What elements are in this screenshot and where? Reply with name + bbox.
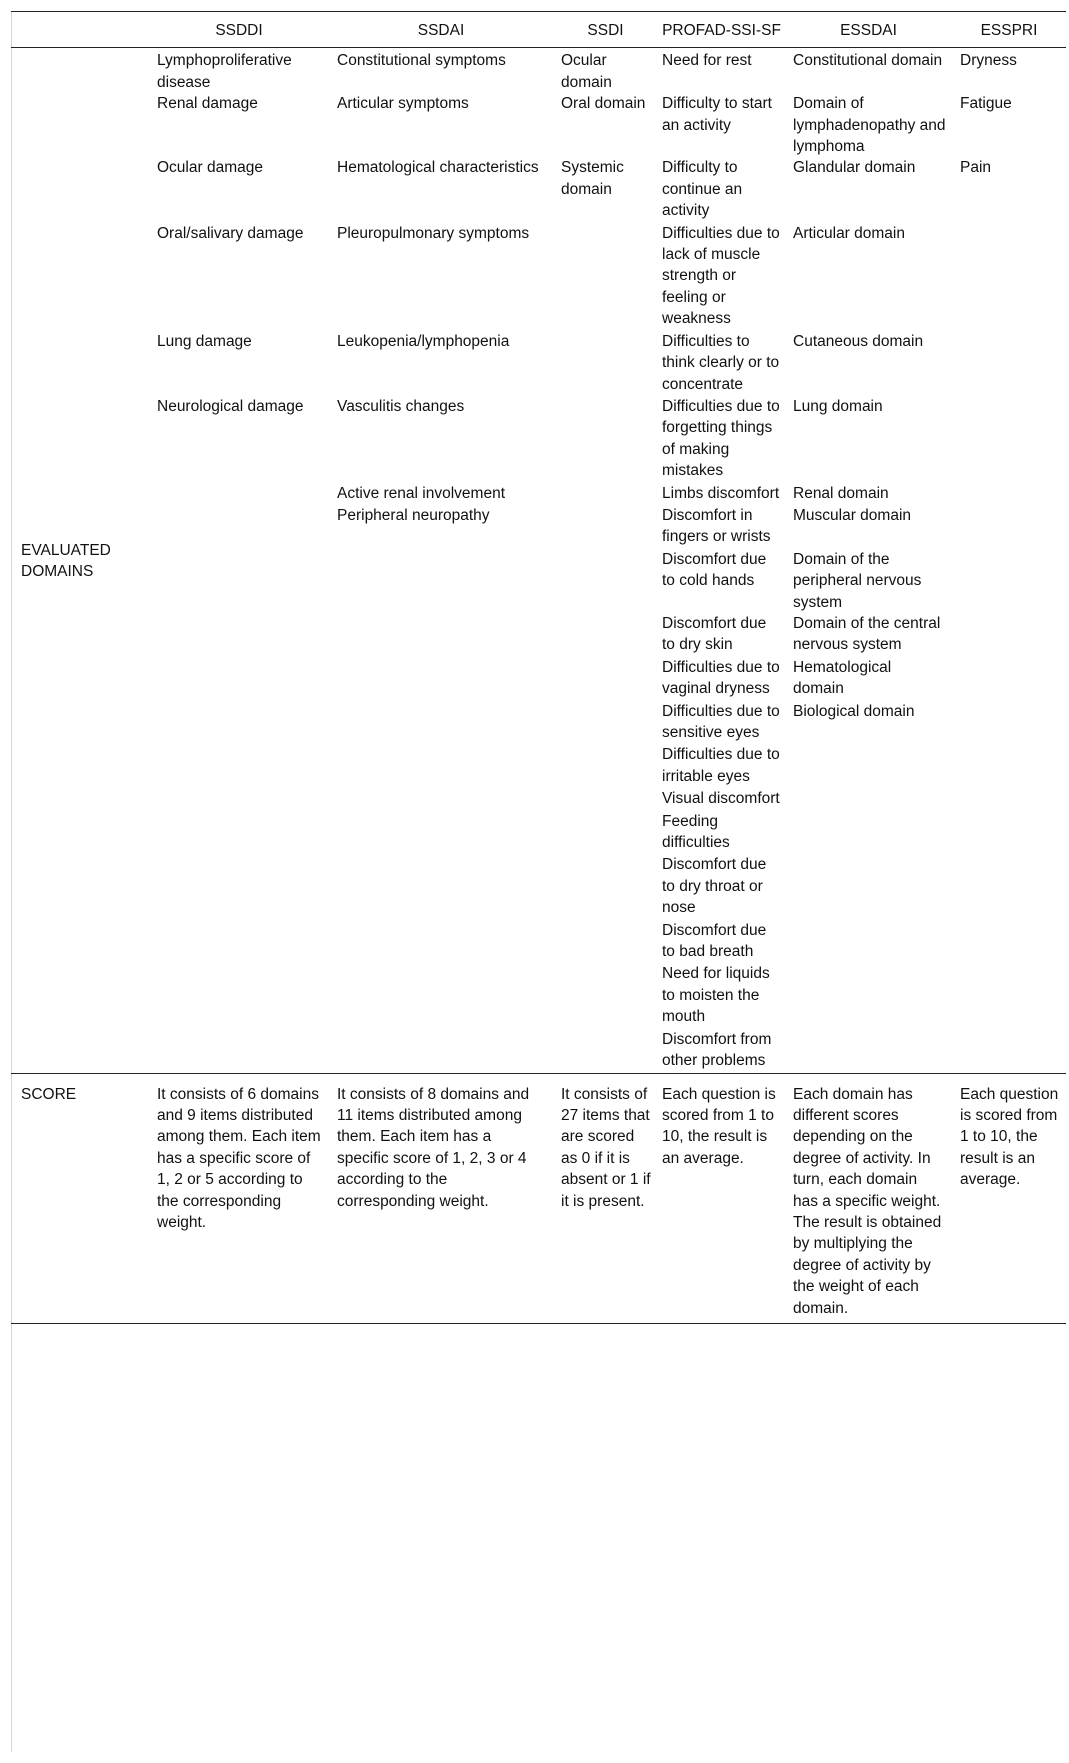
cell-essdai: Constitutional domain [793,52,943,70]
cell-ssddi: Neurological damage [157,397,304,415]
cell-essdai [785,920,952,964]
cell-essdai [785,963,952,1028]
cell-profad: Discomfort in fingers or wrists [662,506,771,546]
cell-ssdai: Active renal involvement [337,484,505,502]
cell-ssddi [149,788,329,810]
cell-ssdi [553,744,658,788]
table-row [11,701,1066,745]
table-row [11,657,1066,701]
cell-essdai: Lung domain [793,397,883,415]
cell-profad: Difficulties due to vaginal dryness [662,658,780,698]
score-row [11,1073,1066,1323]
cell-esspri: Pain [960,159,992,177]
cell-essdai: Domain of the peripheral nervous system [793,550,922,611]
cell-ssddi [149,657,329,701]
table-row [11,811,1066,855]
header-essdai: ESSDAI [840,22,897,39]
cell-profad: Discomfort from other problems [662,1030,772,1070]
domains-body [11,48,1066,1073]
cell-ssdai: Leukopenia/lymphopenia [337,332,510,350]
table-row [11,331,1066,396]
cell-profad: Feeding difficulties [662,812,730,852]
cell-esspri [952,331,1066,396]
cell-profad: Discomfort due to bad breath [662,921,767,961]
cell-esspri [952,396,1066,483]
cell-essdai: Hematological domain [793,658,892,698]
cell-ssdai: Vasculitis changes [337,397,465,415]
cell-profad: Difficulties due to forgetting things of making mistakes [662,397,780,480]
cell-ssddi [149,613,329,657]
cell-ssdai [329,613,553,657]
cell-ssdai [329,963,553,1028]
cell-ssdai [329,920,553,964]
cell-ssdai [329,549,553,613]
cell-profad: Discomfort due to dry throat or nose [662,856,767,917]
cell-ssdai [329,657,553,701]
cell-ssddi [149,505,329,549]
cell-ssdi [553,505,658,549]
score-ssdai: It consists of 8 domains and 11 items distributed among them. Each item has a specific score of 1, 2, 3 or 4 according to the corresponding weight. [337,1085,530,1210]
cell-profad: Difficulty to start an activity [662,95,772,134]
header-ssdi: SSDI [587,22,624,39]
cell-ssdai: Peripheral neuropathy [337,506,490,524]
table-row [11,93,1066,157]
cell-esspri [952,613,1066,657]
cell-esspri [952,657,1066,701]
cell-esspri: Dryness [960,52,1017,70]
cell-profad: Difficulties due to lack of muscle strength or feeling or weakness [662,224,780,328]
cell-ssdai [329,1029,553,1073]
cell-ssddi [149,963,329,1028]
cell-ssddi: Lymphoproliferative disease [157,52,292,91]
cell-ssdai [329,854,553,919]
cell-ssdai [329,811,553,855]
cell-esspri [952,963,1066,1028]
cell-essdai [785,854,952,919]
cell-ssdi: Ocular domain [561,52,612,91]
cell-esspri [952,223,1066,331]
cell-esspri [952,811,1066,855]
header-esspri: ESSPRI [980,22,1038,39]
score-label: SCORE [21,1085,77,1103]
cell-ssdai [329,701,553,745]
cell-ssdi [553,811,658,855]
cell-essdai [785,788,952,810]
table-row [11,549,1066,613]
evaluated-domains-label: EVALUATED DOMAINS [21,542,111,581]
table-row [11,223,1066,331]
cell-ssddi [149,811,329,855]
comparison-table [11,11,1066,1324]
cell-ssdi [553,920,658,964]
table-row [11,613,1066,657]
cell-ssdai: Hematological characteristics [337,159,539,177]
cell-ssdi [553,854,658,919]
cell-ssdai: Constitutional symptoms [337,52,506,70]
cell-essdai: Articular domain [793,224,905,242]
cell-essdai: Domain of the central nervous system [793,614,941,654]
cell-ssdai [329,788,553,810]
cell-ssddi [149,549,329,613]
score-essdai: Each domain has different scores depending on the degree of activity. In turn, each domain has a specific weight. The result is obtained by multiplying the degree of activity by the weight of each domain. [793,1085,942,1317]
cell-ssdi [553,483,658,505]
cell-ssdai: Articular symptoms [337,95,469,113]
cell-ssdai: Pleuropulmonary symptoms [337,224,530,242]
cell-ssdi [553,549,658,613]
cell-esspri [952,788,1066,810]
table-row [11,744,1066,788]
header-ssdai: SSDAI [417,22,465,39]
header-ssddi: SSDDI [215,22,263,39]
header-empty [11,12,149,48]
table-row [11,788,1066,810]
cell-ssdai [329,744,553,788]
cell-ssdi [553,657,658,701]
cell-esspri [952,505,1066,549]
cell-essdai [785,1029,952,1073]
cell-essdai: Cutaneous domain [793,332,924,350]
cell-ssdi [553,1029,658,1073]
cell-essdai: Biological domain [793,702,915,720]
cell-profad: Difficulties due to sensitive eyes [662,702,780,741]
cell-ssdi [553,963,658,1028]
cell-ssdi: Systemic domain [561,159,624,198]
cell-essdai: Muscular domain [793,506,912,524]
table-header [11,12,1066,48]
cell-esspri [952,549,1066,613]
score-ssdi: It consists of 27 items that are scored as 0 if it is absent or 1 if it is present. [561,1085,651,1210]
cell-esspri [952,701,1066,745]
cell-essdai: Domain of lymphadenopathy and lymphoma [793,95,946,156]
table-row [11,505,1066,549]
cell-ssddi [149,920,329,964]
cell-ssdi [553,613,658,657]
table-row [11,48,1066,93]
score-body [11,1073,1066,1323]
cell-esspri [952,483,1066,505]
table-row [11,1029,1066,1073]
cell-profad: Difficulties to think clearly or to concentrate [662,332,780,393]
cell-ssddi: Lung damage [157,332,252,350]
table-row [11,483,1066,505]
score-profad: Each question is scored from 1 to 10, the result is an average. [662,1085,776,1167]
cell-ssdi [553,396,658,483]
cell-essdai [785,744,952,788]
cell-ssddi [149,483,329,505]
cell-esspri [952,920,1066,964]
table-row [11,157,1066,222]
cell-essdai [785,811,952,855]
cell-essdai: Glandular domain [793,159,916,177]
cell-profad: Need for liquids to moisten the mouth [662,965,770,1026]
score-ssddi: It consists of 6 domains and 9 items distributed among them. Each item has a specific score of 1, 2 or 5 according to the corresponding weight. [157,1085,321,1231]
cell-profad: Difficulties due to irritable eyes [662,746,780,785]
cell-esspri [952,854,1066,919]
cell-ssdi [553,331,658,396]
cell-esspri [952,744,1066,788]
cell-ssddi [149,854,329,919]
cell-ssdi [553,223,658,331]
cell-profad: Visual discomfort [662,790,780,808]
cell-profad: Discomfort due to cold hands [662,550,767,590]
cell-ssddi [149,701,329,745]
table-row [11,963,1066,1028]
score-esspri: Each question is scored from 1 to 10, the result is an average. [960,1085,1059,1189]
cell-ssddi [149,1029,329,1073]
cell-profad: Difficulty to continue an activity [662,159,743,220]
cell-ssddi: Renal damage [157,95,258,113]
cell-esspri [952,1029,1066,1073]
cell-ssddi: Ocular damage [157,159,263,177]
cell-profad: Discomfort due to dry skin [662,614,767,654]
cell-profad: Limbs discomfort [662,484,780,502]
header-profad-ssi-sf: PROFAD-SSI-SF [662,22,781,39]
cell-ssddi: Oral/salivary damage [157,224,304,242]
cell-essdai: Renal domain [793,484,889,502]
cell-esspri: Fatigue [960,95,1012,113]
table-row [11,920,1066,964]
cell-ssddi [149,744,329,788]
cell-profad: Need for rest [662,52,752,70]
cell-ssdi [553,788,658,810]
table-row [11,396,1066,483]
cell-ssdi: Oral domain [561,95,646,113]
cell-ssdi [553,701,658,745]
table-row [11,854,1066,919]
